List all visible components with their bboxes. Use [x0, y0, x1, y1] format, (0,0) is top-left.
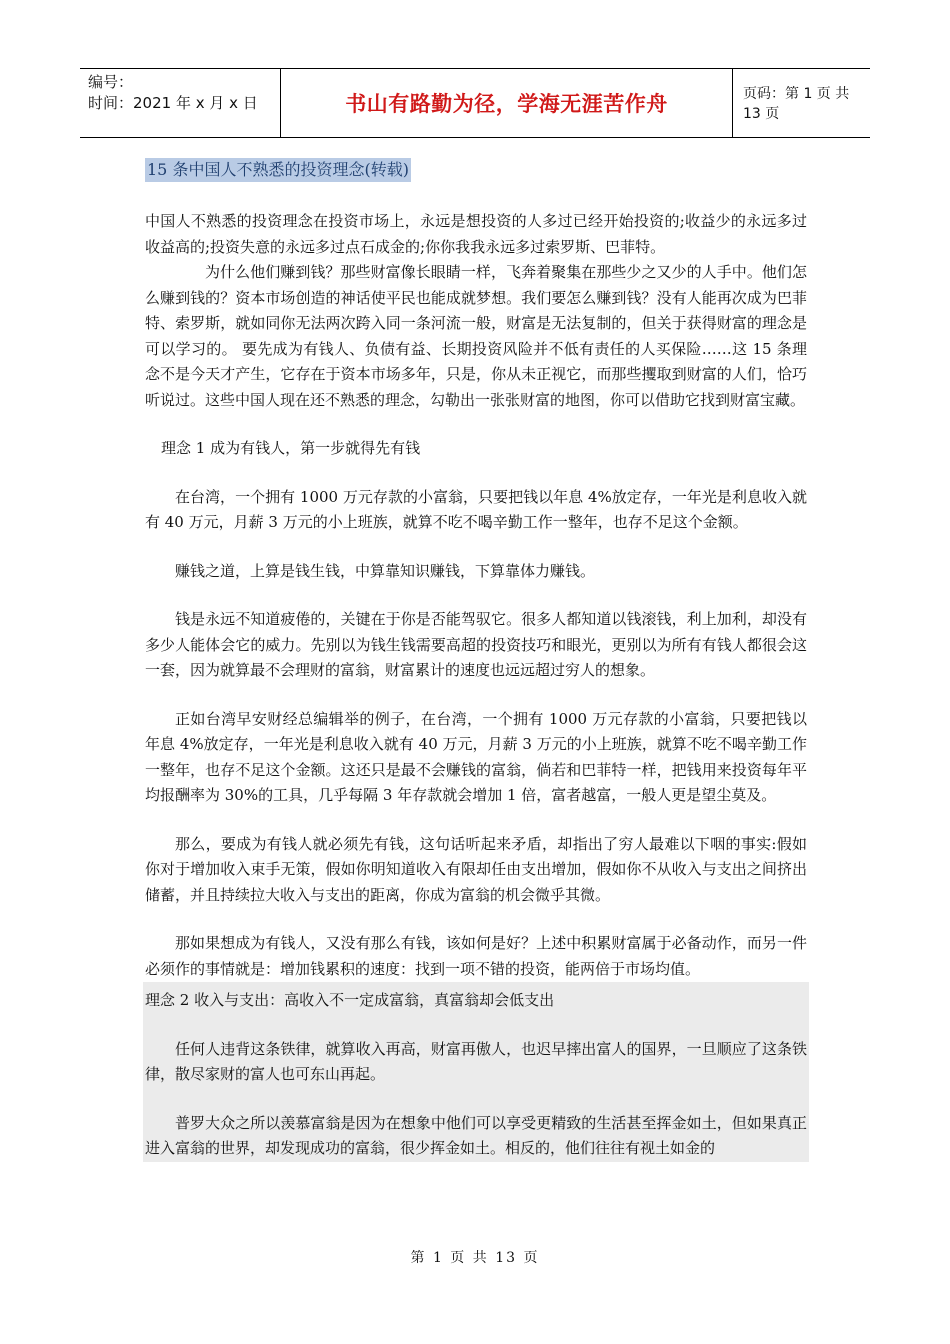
paragraph-why: 为什么他们赚到钱？那些财富像长眼睛一样，飞奔着聚集在那些少之又少的人手中。他们怎么赚到钱的？资本市场创造的神话使平民也能成就梦想。我们要怎么赚到钱？没有人能再次成为巴菲特、索罗斯，就如同你无法两次跨入同一条河流一般，财富是无法复制的，但关于获得财富的理念是可以学习的。 要先成为有钱人、负债有益、长期投资风险并不低有责任的人买保险……这 15 条理念不是今天才产生，它存在于资本市场多年，只是，你从未正视它，而那些攫取到财富的人们，恰巧听说过。这些中国人现在还不熟悉的理念，勾勒出一张张财富的地图，你可以借助它找到财富宝藏。 [145, 263, 807, 409]
paragraph-intro: 中国人不熟悉的投资理念在投资市场上，永远是想投资的人多过已经开始投资的;收益少的永远多过收益高的;投资失意的永远多过点石成金的;你你我我永远多过索罗斯、巴菲特。 [145, 212, 807, 256]
article-title: 15 条中国人不熟悉的投资理念(转载) [145, 158, 411, 182]
paragraph-taiwan-example: 在台湾，一个拥有 1000 万元存款的小富翁，只要把钱以年息 4%放定存，一年光是利息收入就有 40 万元，月薪 3 万元的小上班族，就算不吃不喝辛勤工作一整年，也存不足这个金额。 [145, 487, 807, 531]
paragraph-must-have-money: 那么，要成为有钱人就必须先有钱，这句话听起来矛盾，却指出了穷人最难以下咽的事实:假如你对于增加收入束手无策，假如你明知道收入有限却任由支出增加，假如你不从收入与支出之间挤出储蓄，并且持续拉大收入与支出的距离，你成为富翁的机会微乎其微。 [145, 834, 807, 904]
paragraph-money-power: 钱是永远不知道疲倦的，关键在于你是否能驾驭它。很多人都知道以钱滚钱，利上加利，却没有多少人能体会它的威力。先别以为钱生钱需要高超的投资技巧和眼光，更别以为所有有钱人都很会这一套，因为就算最不会理财的富翁，财富累计的速度也远远超过穷人的想象。 [145, 610, 807, 679]
header-motto-cell [281, 69, 733, 137]
document-time-label: 时间：2021 年 x 月 x 日 [88, 94, 258, 112]
paragraph-editor-example: 正如台湾早安财经总编辑举的例子，在台湾，一个拥有 1000 万元存款的小富翁，只要把钱以年息 4%放定存，一年光是利息收入就有 40 万元，月薪 3 万元的小上班族，就算不吃不喝辛勤工作一整年，也存不足这个金额。这还只是最不会赚钱的富翁，倘若和巴菲特一样，把钱用来投资每年平均报酬率为 30%的工具，几乎每隔 3 年存款就会增加 1 倍，富者越富，一般人更是望尘莫及。 [145, 709, 807, 804]
header-table [80, 68, 870, 138]
shaded-section [143, 982, 809, 1162]
header-motto: 书山有路勤为径，学海无涯苦作舟 [345, 92, 668, 116]
paragraph-increase-speed: 那如果想成为有钱人，又没有那么有钱，该如何是好？上述中积累财富属于必备动作，而另一件必须作的事情就是：增加钱累积的速度：找到一项不错的投资，能两倍于市场均值。 [145, 934, 807, 978]
page-footer: 第 1 页 共 13 页 [410, 1250, 540, 1266]
paragraph-money-way: 赚钱之道，上算是钱生钱，中算靠知识赚钱，下算靠体力赚钱。 [175, 561, 596, 580]
document-number-label: 编号： [88, 73, 134, 91]
concept-2-heading: 理念 2 收入与支出：高收入不一定成富翁，真富翁却会低支出 [145, 991, 555, 1009]
header-page-info: 页码：第 1 页 共 13 页 [743, 86, 850, 122]
concept-1-heading: 理念 1 成为有钱人，第一步就得先有钱 [161, 439, 421, 457]
paragraph-iron-rule: 任何人违背这条铁律，就算收入再高，财富再傲人，也迟早摔出富人的国界，一旦顺应了这条铁律，散尽家财的富人也可东山再起。 [145, 1039, 807, 1083]
article-body [145, 158, 807, 1162]
paragraph-envy-rich: 普罗大众之所以羡慕富翁是因为在想象中他们可以享受更精致的生活甚至挥金如土，但如果真正进入富翁的世界，却发现成功的富翁，很少挥金如土。相反的，他们往往有视土如金的 [145, 1113, 807, 1157]
header-page-cell [733, 69, 870, 137]
header-meta-cell [80, 69, 281, 137]
